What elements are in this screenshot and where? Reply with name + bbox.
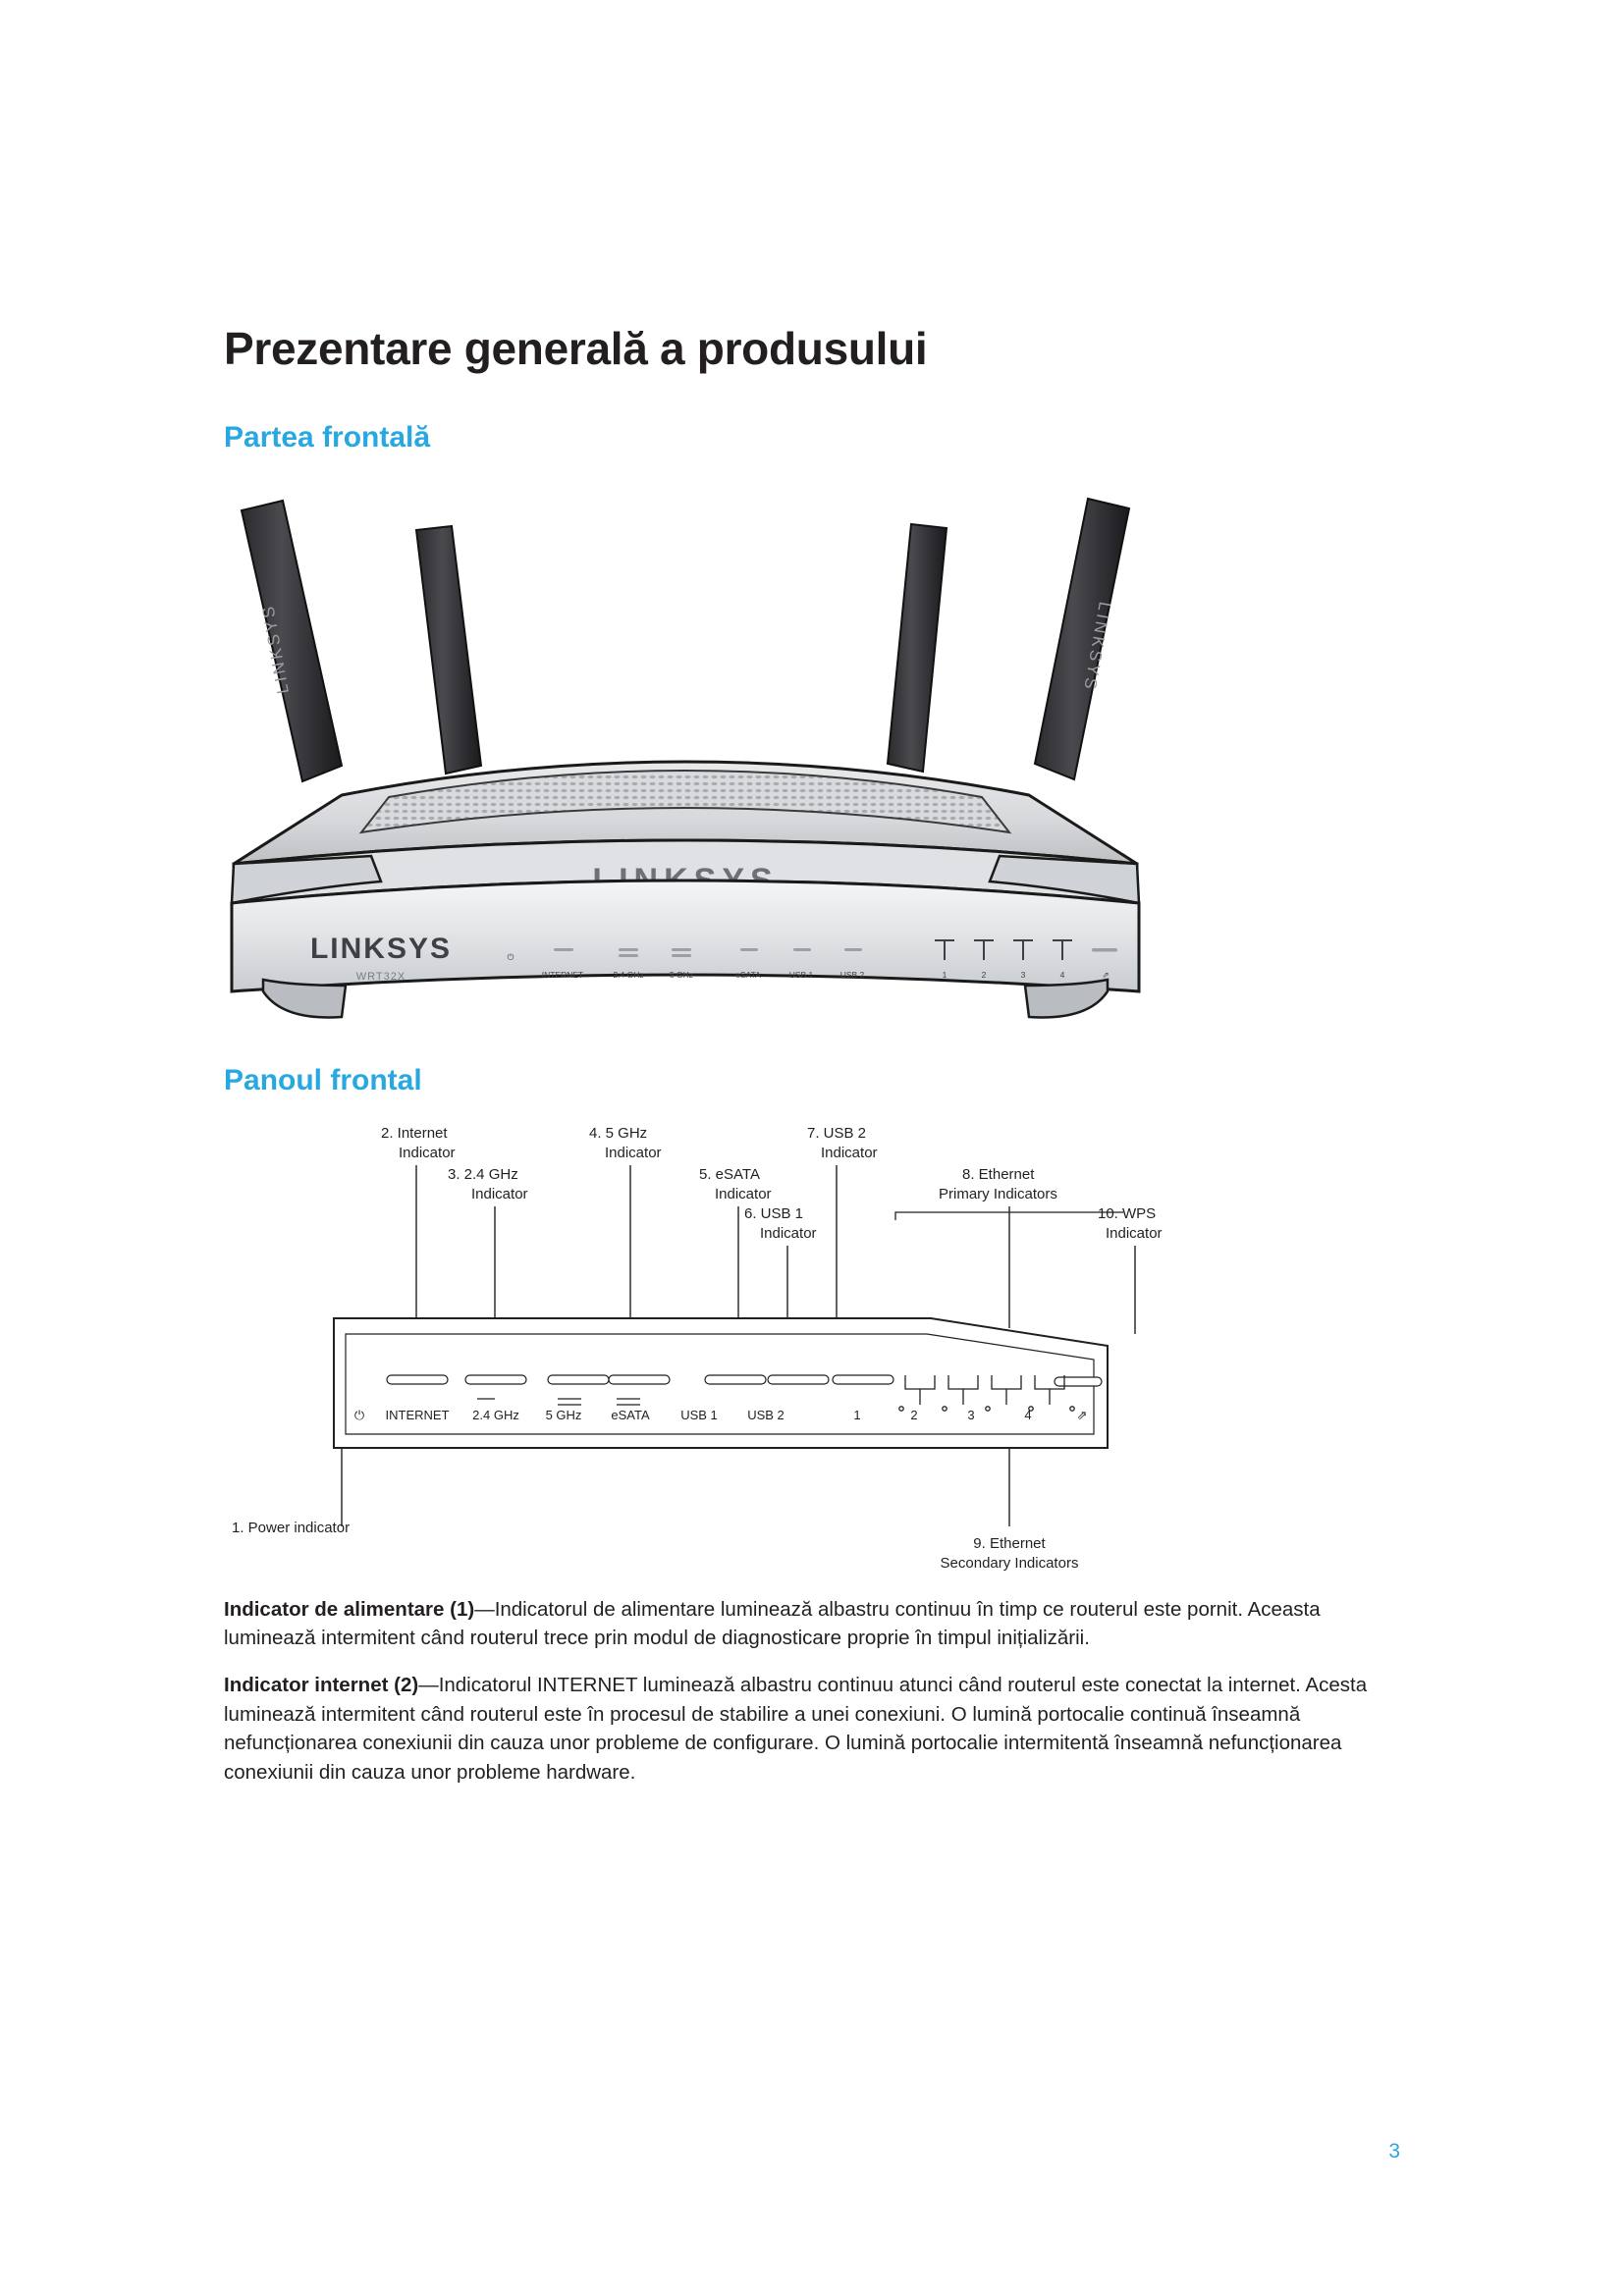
router-front-face [232, 881, 1139, 991]
section-heading-front-panel: Panoul frontal [224, 1063, 422, 1096]
panel-label-wps: ⇗ [1076, 1407, 1088, 1422]
panel-power-symbol: ⏻ [353, 1407, 365, 1422]
svg-text:⇗: ⇗ [1102, 969, 1110, 980]
callout-eth-primary-line1: 8. Ethernet [962, 1165, 1035, 1183]
svg-text:3: 3 [1020, 969, 1026, 980]
panel-label-usb1: USB 1 [680, 1407, 718, 1422]
svg-text:USB 2: USB 2 [839, 969, 865, 980]
callout-power [232, 1520, 350, 1536]
paragraph-internet-text: —Indicatorul INTERNET luminează albastru continuu atunci când routerul este conectat la internet. Acesta luminează intermitent când routerul este în procesul de stabilire a unei conexiuni. O lumină portocalie continuă înseamnă nefuncționarea conexiunii din cauza unor probleme de configurare. O lumină portocalie intermitentă înseamnă nefuncționarea conexiunii din cauza unor probleme hardware. [224, 1674, 1368, 1785]
callout-esata-line1: 5. eSATA [699, 1165, 760, 1183]
callout-24ghz-line2: Indicator [471, 1185, 528, 1202]
antenna-left-inner [416, 526, 481, 774]
paragraph-power-lead: Indicator de alimentare (1) [224, 1597, 475, 1621]
callout-24ghz [448, 1166, 528, 1202]
callout-wps [1098, 1205, 1163, 1242]
antenna-left-outer [242, 501, 342, 781]
router-front-photo [224, 471, 1402, 1031]
callout-usb1 [744, 1205, 817, 1242]
paragraph-power-indicator [224, 1595, 1402, 1653]
callout-5ghz-line2: Indicator [605, 1144, 662, 1161]
callout-ethernet-secondary [941, 1535, 1079, 1572]
callout-wps-line2: Indicator [1106, 1224, 1163, 1242]
callout-eth-secondary-line1: 9. Ethernet [973, 1534, 1046, 1552]
panel-label-internet: INTERNET [385, 1407, 450, 1422]
callout-ethernet-primary [939, 1166, 1057, 1202]
callout-usb1-line1: 6. USB 1 [744, 1204, 804, 1222]
callout-5ghz [589, 1125, 662, 1161]
svg-text:1: 1 [942, 969, 947, 980]
svg-text:LINKSYS: LINKSYS [1080, 600, 1114, 693]
svg-text:LINKSYS: LINKSYS [258, 602, 293, 695]
svg-text:⏻: ⏻ [507, 951, 514, 962]
panel-label-usb2: USB 2 [747, 1407, 785, 1422]
callout-usb1-line2: Indicator [760, 1224, 817, 1242]
callout-24ghz-line1: 3. 2.4 GHz [448, 1165, 518, 1183]
svg-text:4: 4 [1059, 969, 1065, 980]
svg-text:eSATA: eSATA [735, 969, 761, 980]
callout-internet-line2: Indicator [399, 1144, 456, 1161]
callout-power-line1: 1. Power indicator [232, 1519, 351, 1536]
callout-eth-secondary-line2: Secondary Indicators [940, 1554, 1079, 1572]
svg-text:2: 2 [981, 969, 987, 980]
panel-label-port2: 2 [910, 1407, 918, 1422]
antenna-right-inner [888, 524, 947, 772]
panel-label-24ghz: 2.4 GHz [472, 1407, 519, 1422]
svg-text:2.4 GHz: 2.4 GHz [613, 969, 644, 980]
paragraph-internet-indicator [224, 1671, 1402, 1788]
callout-internet [381, 1125, 456, 1161]
svg-text:USB 1: USB 1 [788, 969, 814, 980]
callout-esata-line2: Indicator [715, 1185, 772, 1202]
front-panel-diagram [224, 1114, 1402, 1595]
page-number: 3 [1388, 2140, 1400, 2163]
callout-usb2-line2: Indicator [821, 1144, 878, 1161]
router-model-label: WRT32X [355, 970, 406, 983]
callout-internet-line1: 2. Internet [381, 1124, 448, 1142]
panel-label-5ghz: 5 GHz [545, 1407, 582, 1422]
callout-wps-line1: 10. WPS [1098, 1204, 1157, 1222]
panel-label-port3: 3 [967, 1407, 975, 1422]
section-heading-front: Partea frontală [224, 420, 431, 454]
panel-label-port1: 1 [853, 1407, 861, 1422]
paragraph-power-text: —Indicatorul de alimentare luminează albastru continuu în timp ce routerul este pornit. Aceasta luminează intermitent când routerul trece prin modul de diagnosticare proprie în timpul inițializării. [224, 1597, 1321, 1650]
callout-usb2 [807, 1125, 878, 1161]
svg-text:5 GHz: 5 GHz [669, 969, 694, 980]
callout-eth-primary-line2: Primary Indicators [939, 1185, 1057, 1202]
panel-label-port4: 4 [1024, 1407, 1032, 1422]
callout-esata [699, 1166, 772, 1202]
page-content [224, 324, 1402, 1805]
svg-text:INTERNET: INTERNET [541, 969, 584, 980]
page-title: Prezentare generală a produsului [224, 323, 928, 374]
router-front-brand: LINKSYS [309, 932, 453, 965]
antenna-right-outer [1035, 499, 1129, 779]
panel-label-esata: eSATA [611, 1407, 650, 1422]
callout-usb2-line1: 7. USB 2 [807, 1124, 867, 1142]
paragraph-internet-lead: Indicator internet (2) [224, 1674, 419, 1697]
callout-5ghz-line1: 4. 5 GHz [589, 1124, 648, 1142]
